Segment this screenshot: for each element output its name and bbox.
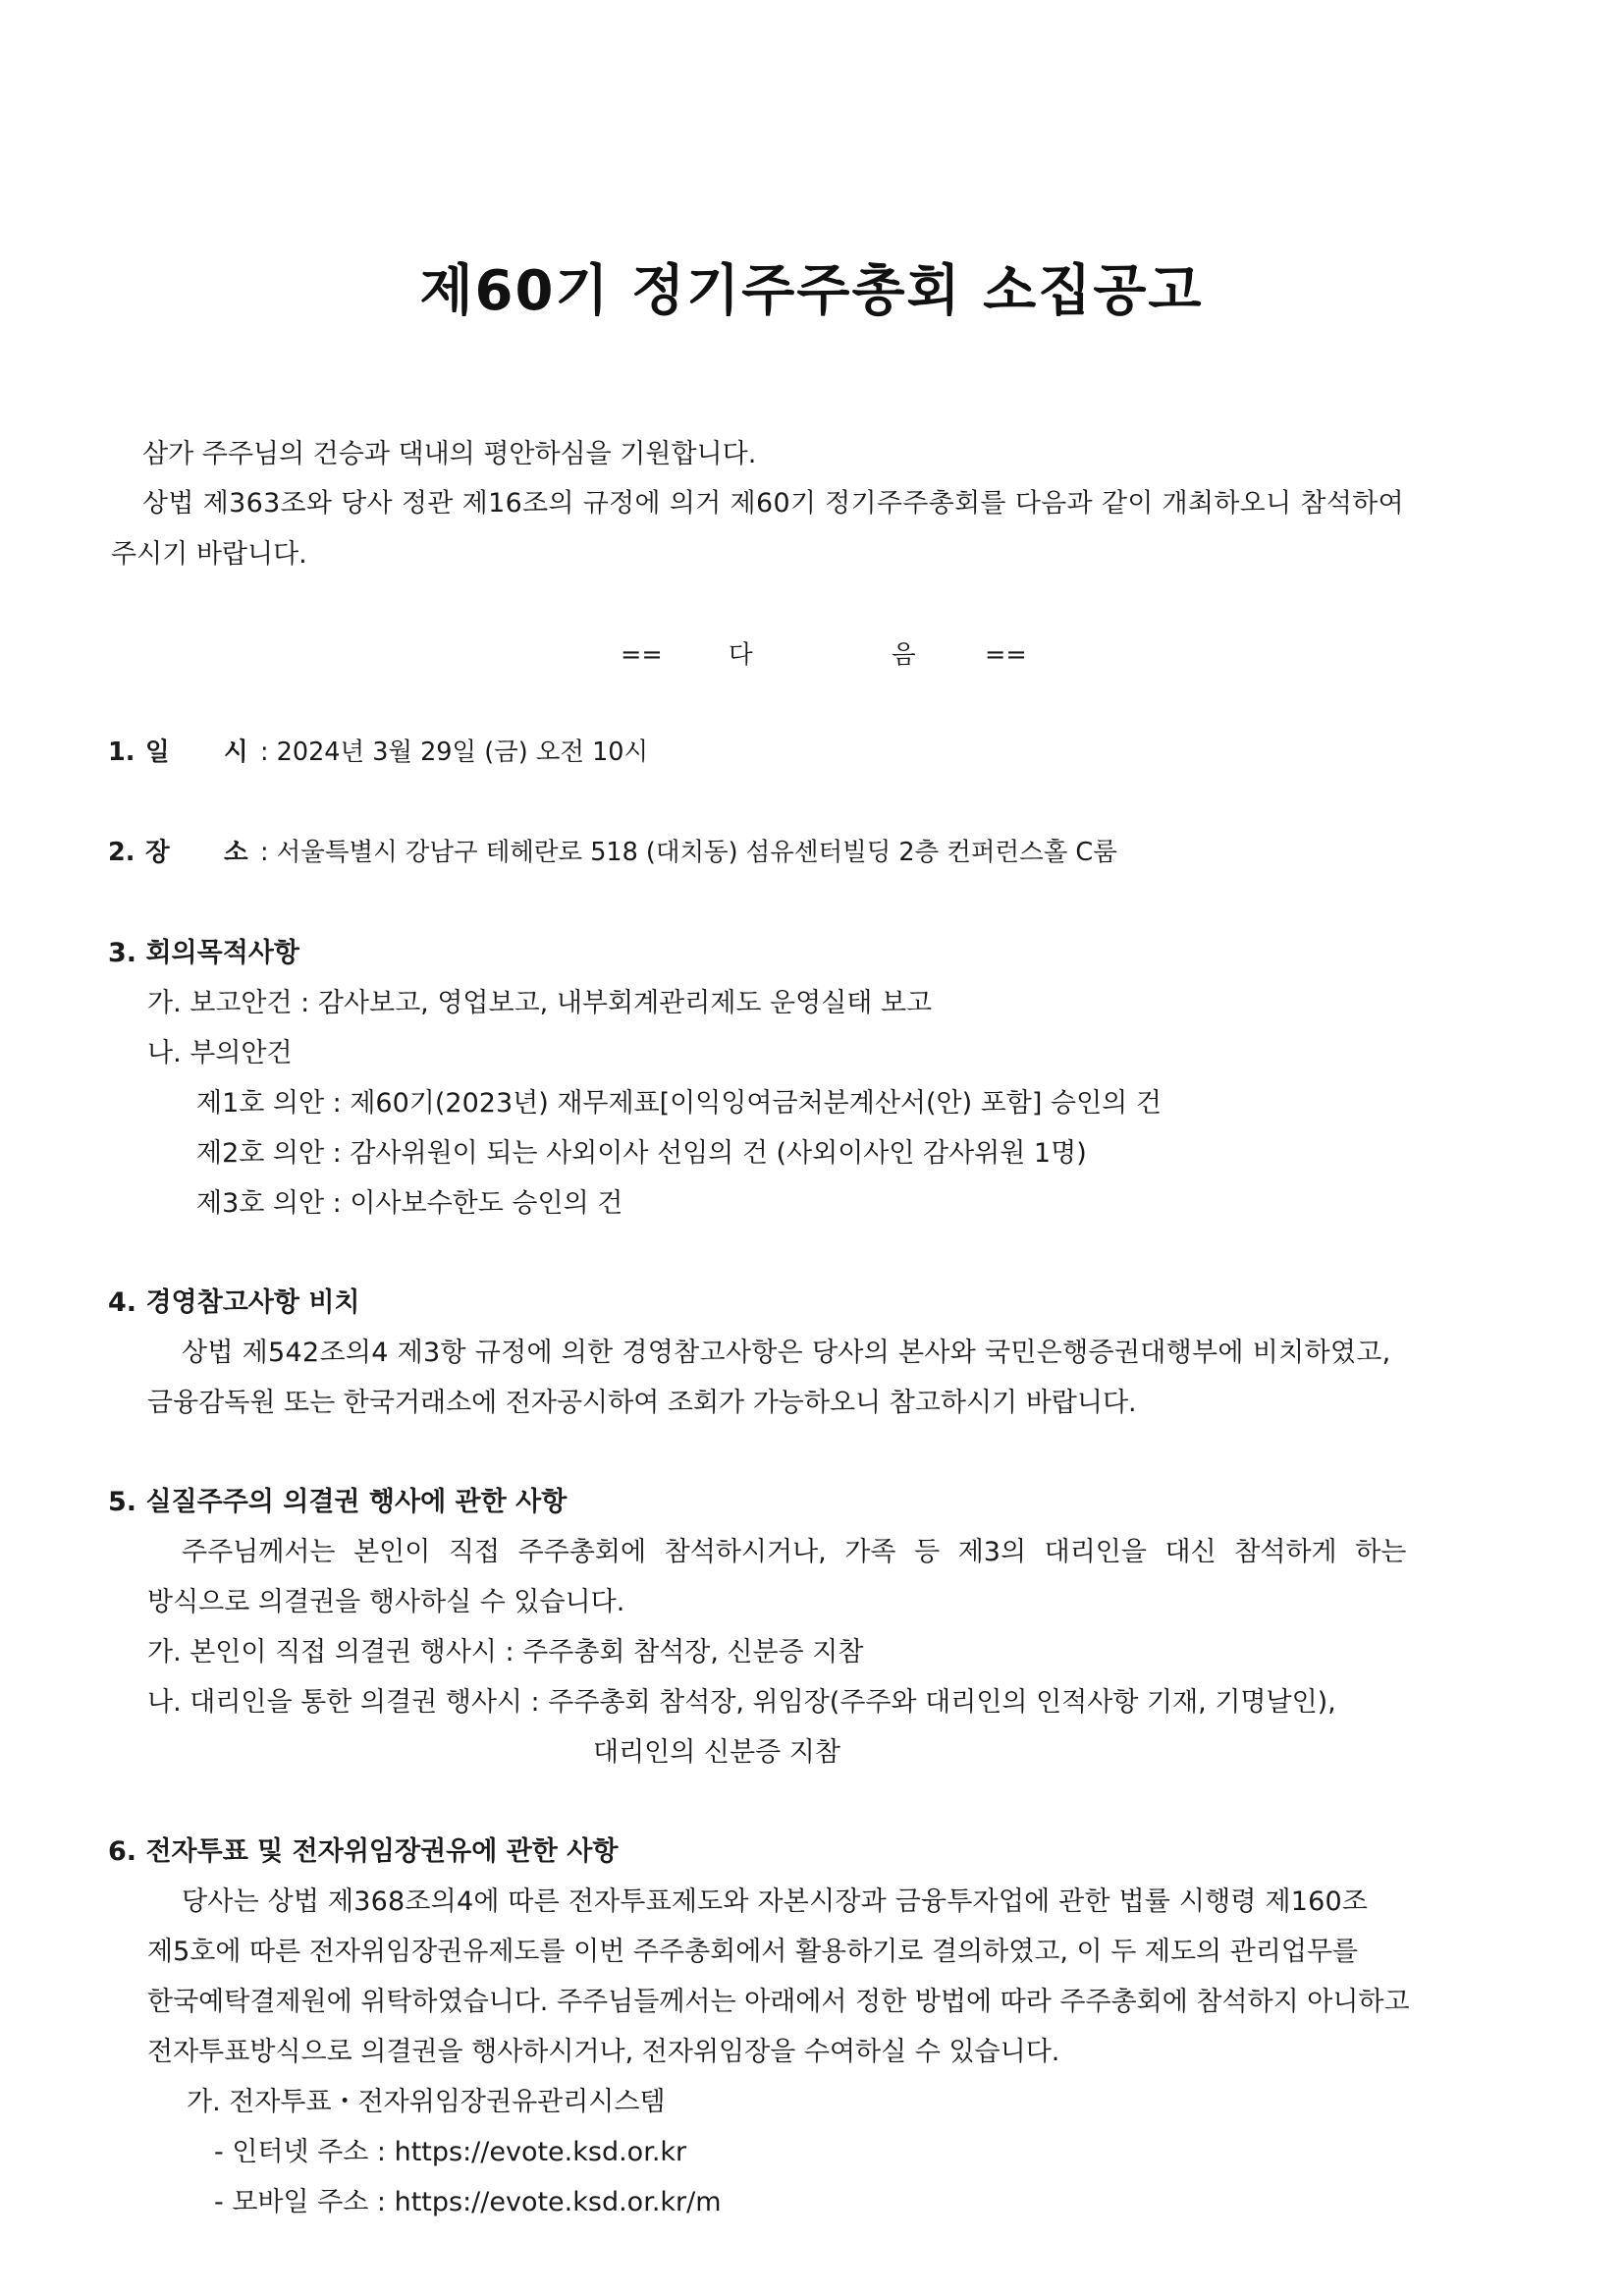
section-2-label-b: 소 <box>224 838 248 867</box>
agenda-item-1: 제1호 의안 : 제60기(2023년) 재무제표[이익잉여금처분계산서(안) 포함] 승인의 건 <box>196 1088 1162 1119</box>
section-6-paragraph-1: 당사는 상법 제368조의4에 따른 전자투표제도와 자본시장과 금융투자업에 관한 법률 시행령 제160조 <box>182 1886 1369 1917</box>
section-5-proxy-id: 대리인의 신분증 지참 <box>593 1737 840 1768</box>
agenda-item-3: 제3호 의안 : 이사보수한도 승인의 건 <box>196 1188 623 1219</box>
intro-greeting: 삼가 주주님의 건승과 댁내의 평안하심을 기원합니다. <box>142 439 757 469</box>
section-1-value: : 2024년 3월 29일 (금) 오전 10시 <box>260 738 649 767</box>
section-3-report-items: 가. 보고안건 : 감사보고, 영업보고, 내부회계관리제도 운영실태 보고 <box>147 988 933 1018</box>
divider-left: == <box>621 640 663 670</box>
section-6-heading: 6. 전자투표 및 전자위임장권유에 관한 사항 <box>108 1836 619 1867</box>
section-5-proxy-voting: 나. 대리인을 통한 의결권 행사시 : 주주총회 참석장, 위임장(주주와 대리인의 인적사항 기재, 기명날인), <box>147 1687 1336 1718</box>
section-2-venue <box>0 838 1623 870</box>
section-4-paragraph-1: 상법 제542조의4 제3항 규정에 의한 경영참고사항은 당사의 본사와 국민은행증권대행부에 비치하였고, <box>182 1338 1391 1368</box>
section-6-system-label: 가. 전자투표・전자위임장권유관리시스템 <box>187 2087 666 2117</box>
mobile-address: - 모바일 주소 : https://evote.ksd.or.kr/m <box>214 2187 722 2217</box>
section-5-self-voting: 가. 본인이 직접 의결권 행사시 : 주주총회 참석장, 신분증 지참 <box>147 1637 864 1667</box>
divider-right: == <box>985 640 1027 670</box>
agenda-item-2: 제2호 의안 : 감사위원이 되는 사외이사 선임의 건 (사외이사인 감사위원 1명) <box>196 1138 1087 1169</box>
section-6-paragraph-4: 전자투표방식으로 의결권을 행사하시거나, 전자위임장을 수여하실 수 있습니다. <box>147 2037 1060 2067</box>
section-2-number: 2. <box>108 838 135 867</box>
section-1-number: 1. <box>108 738 135 767</box>
section-1-label-a: 일 <box>145 738 170 767</box>
section-5-paragraph-2: 방식으로 의결권을 행사하실 수 있습니다. <box>147 1587 625 1617</box>
intro-line-2 <box>142 488 1537 519</box>
page-title: 제60기 정기주주총회 소집공고 <box>419 259 1204 323</box>
section-2-label-a: 장 <box>145 838 170 867</box>
section-5-heading: 5. 실질주주의 의결권 행사에 관한 사항 <box>108 1487 568 1517</box>
section-6-paragraph-2: 제5호에 따른 전자위임장권유제도를 이번 주주총회에서 활용하기로 결의하였고, 이 두 제도의 관리업무를 <box>147 1937 1359 1967</box>
divider-char-1: 다 <box>729 640 753 670</box>
section-1-label-b: 시 <box>224 738 248 767</box>
section-4-paragraph-2: 금융감독원 또는 한국거래소에 전자공시하여 조회가 가능하오니 참고하시기 바랍니다. <box>147 1388 1137 1418</box>
section-1-date <box>0 740 1623 770</box>
section-3-agenda-label: 나. 부의안건 <box>147 1038 293 1068</box>
intro-line-3: 주시기 바랍니다. <box>111 539 307 570</box>
section-2-value: : 서울특별시 강남구 테헤란로 518 (대치동) 섬유센터빌딩 2층 컨퍼런스홀 C룸 <box>260 838 1117 867</box>
internet-address: - 인터넷 주소 : https://evote.ksd.or.kr <box>214 2137 687 2167</box>
section-4-heading: 4. 경영참고사항 비치 <box>108 1287 360 1318</box>
section-6-paragraph-3: 한국예탁결제원에 위탁하였습니다. 주주님들께서는 아래에서 정한 방법에 따라 주주총회에 참석하지 아니하고 <box>147 1987 1410 2017</box>
section-5-paragraph-1: 주주님께서는 본인이 직접 주주총회에 참석하시거나, 가족 등 제3의 대리인을 대신 참석하게 하는 <box>182 1537 1407 1567</box>
divider-char-2: 음 <box>892 640 916 670</box>
section-3-heading: 3. 회의목적사항 <box>108 938 299 968</box>
divider-heading <box>0 640 1623 673</box>
intro-line-2-text: 상법 제363조와 당사 정관 제16조의 규정에 의거 제60기 정기주주총회를 다음과 같이 개최하오니 참석하여 <box>142 488 1404 519</box>
